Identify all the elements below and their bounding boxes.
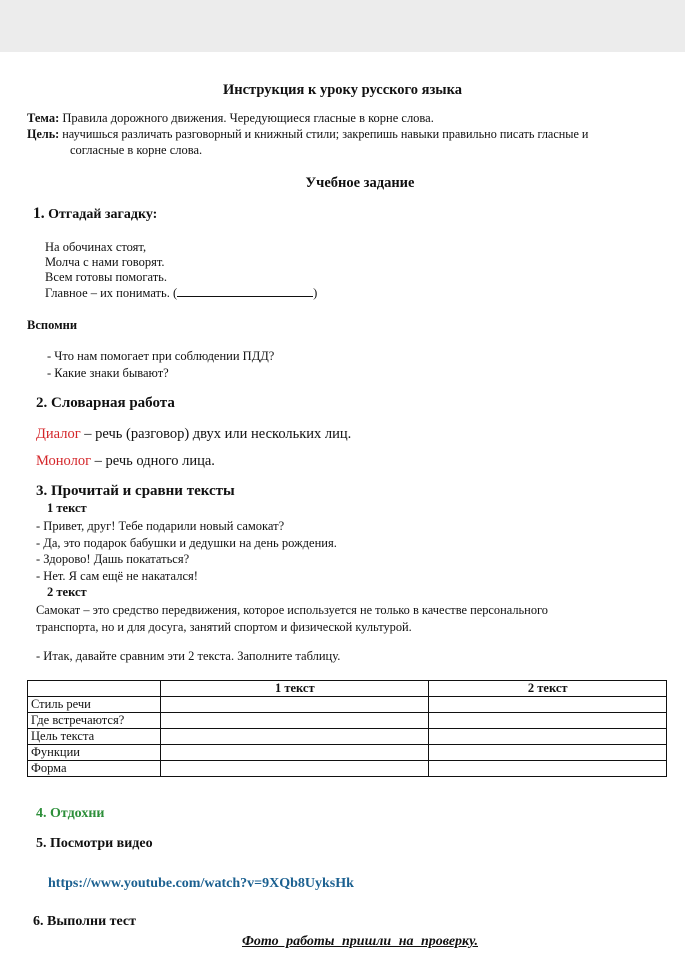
row-label: Цель текста	[28, 729, 161, 745]
table-cell[interactable]	[161, 713, 429, 729]
section1-number: 1.	[33, 205, 45, 222]
table-header-cell: 2 текст	[429, 681, 667, 697]
monolog-definition	[36, 453, 215, 470]
section3-heading: 3. Прочитай и сравни тексты	[36, 483, 235, 499]
table-header-cell	[28, 681, 161, 697]
table-cell[interactable]	[429, 729, 667, 745]
riddle-line: Молча с нами говорят.	[45, 255, 165, 269]
table-row	[28, 713, 667, 729]
text2-line: Самокат – это средство передвижения, которое используется не только в качестве персонального	[36, 603, 548, 617]
row-label: Функции	[28, 745, 161, 761]
topic-text: Правила дорожного движения. Чередующиеся гласные в корне слова.	[59, 111, 434, 125]
monolog-text: – речь одного лица.	[91, 453, 215, 469]
goal-line	[27, 127, 588, 142]
footer-note: Фото работы пришли на проверку.	[241, 934, 478, 949]
section1-heading	[33, 205, 157, 223]
remember-title: Вспомни	[27, 318, 78, 332]
dialog-term: Диалог	[36, 426, 81, 442]
section6-heading: 6. Выполни тест	[33, 914, 136, 929]
section1-title: Отгадай загадку:	[44, 207, 158, 222]
riddle-line: Всем готовы помогать.	[45, 270, 167, 284]
table-cell[interactable]	[161, 745, 429, 761]
text2-line: транспорта, но и для досуга, занятий спортом и физической культурой.	[36, 620, 412, 634]
task-heading: Учебное задание	[305, 175, 415, 191]
text2-body	[36, 602, 548, 636]
section5-heading: 5. Посмотри видео	[36, 836, 153, 851]
dialog-line: - Привет, друг! Тебе подарили новый самокат?	[36, 519, 285, 533]
dialog-line: - Здорово! Дашь покататься?	[36, 552, 190, 566]
table-cell[interactable]	[429, 697, 667, 713]
goal-text-continued: согласные в корне слова.	[70, 143, 203, 157]
section2-heading: 2. Словарная работа	[36, 395, 175, 411]
goal-label: Цель:	[27, 127, 60, 141]
table-row	[28, 729, 667, 745]
dialog-definition	[36, 426, 351, 443]
table-cell[interactable]	[161, 697, 429, 713]
text2-label: 2 текст	[47, 585, 87, 599]
compare-prompt: - Итак, давайте сравним эти 2 текста. Заполните таблицу.	[36, 649, 341, 663]
monolog-term: Монолог	[36, 453, 92, 469]
dialog-line: - Нет. Я сам ещё не накатался!	[36, 568, 198, 583]
riddle-close: )	[313, 286, 318, 300]
page-title: Инструкция к уроку русского языка	[222, 82, 463, 98]
remember-item: - Что нам помогает при соблюдении ПДД?	[47, 349, 275, 363]
remember-item: - Какие знаки бывают?	[47, 366, 169, 380]
table-cell[interactable]	[161, 729, 429, 745]
table-cell[interactable]	[429, 713, 667, 729]
topic-label: Тема:	[27, 111, 60, 125]
section4-heading: 4. Отдохни	[36, 806, 105, 821]
riddle-line-answer	[45, 285, 317, 301]
row-label: Где встречаются?	[28, 713, 161, 729]
table-cell[interactable]	[429, 761, 667, 777]
video-link[interactable]: https://www.youtube.com/watch?v=9XQb8UyksHk	[48, 876, 354, 891]
dialog-text: – речь (разговор) двух или нескольких лиц.	[80, 426, 352, 442]
answer-blank[interactable]	[177, 285, 313, 297]
table-cell[interactable]	[429, 745, 667, 761]
table-row	[28, 745, 667, 761]
row-label: Форма	[28, 761, 161, 777]
topic-line	[27, 111, 434, 126]
table-header-cell: 1 текст	[161, 681, 429, 697]
riddle	[45, 240, 317, 301]
viewer-top-bar	[0, 0, 685, 52]
riddle-line: На обочинах стоят,	[45, 240, 147, 254]
dialog-line: - Да, это подарок бабушки и дедушки на день рождения.	[36, 535, 337, 550]
table-header-row	[28, 681, 667, 697]
table-row	[28, 697, 667, 713]
goal-text: научишься различать разговорный и книжный стили; закрепишь навыки правильно писать гласные и	[59, 127, 589, 141]
table-row	[28, 761, 667, 777]
comparison-table	[27, 680, 667, 777]
text1-body	[36, 518, 337, 584]
row-label: Стиль речи	[28, 697, 161, 713]
riddle-line: Главное – их понимать. (	[45, 286, 178, 300]
text1-label: 1 текст	[47, 501, 87, 515]
table-cell[interactable]	[161, 761, 429, 777]
